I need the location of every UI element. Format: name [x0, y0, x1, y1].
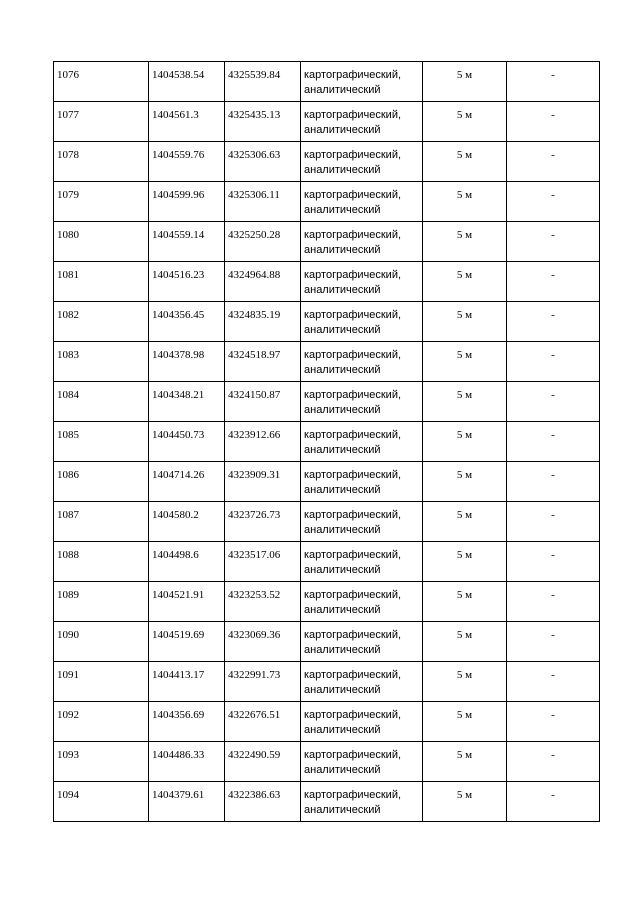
method-cell: картографический, аналитический: [301, 62, 423, 102]
table-row: [54, 662, 600, 702]
method-cell: картографический, аналитический: [301, 342, 423, 382]
note-cell: -: [507, 702, 600, 742]
note-cell: -: [507, 342, 600, 382]
note-cell: -: [507, 62, 600, 102]
table-row: [54, 302, 600, 342]
table-row: [54, 262, 600, 302]
y-coordinate-cell: 4323517.06: [225, 542, 301, 582]
accuracy-cell: 5 м: [423, 62, 507, 102]
accuracy-cell: 5 м: [423, 462, 507, 502]
note-cell: -: [507, 462, 600, 502]
method-cell: картографический, аналитический: [301, 702, 423, 742]
accuracy-cell: 5 м: [423, 702, 507, 742]
point-number-cell: 1090: [54, 622, 149, 662]
point-number-cell: 1093: [54, 742, 149, 782]
y-coordinate-cell: 4324964.88: [225, 262, 301, 302]
method-cell: картографический, аналитический: [301, 742, 423, 782]
y-coordinate-cell: 4324150.87: [225, 382, 301, 422]
x-coordinate-cell: 1404580.2: [149, 502, 225, 542]
method-cell: картографический, аналитический: [301, 222, 423, 262]
x-coordinate-cell: 1404356.45: [149, 302, 225, 342]
table-row: [54, 702, 600, 742]
point-number-cell: 1092: [54, 702, 149, 742]
accuracy-cell: 5 м: [423, 662, 507, 702]
point-number-cell: 1078: [54, 142, 149, 182]
x-coordinate-cell: 1404450.73: [149, 422, 225, 462]
x-coordinate-cell: 1404486.33: [149, 742, 225, 782]
x-coordinate-cell: 1404356.69: [149, 702, 225, 742]
table-row: [54, 62, 600, 102]
method-cell: картографический, аналитический: [301, 302, 423, 342]
method-cell: картографический, аналитический: [301, 462, 423, 502]
accuracy-cell: 5 м: [423, 622, 507, 662]
y-coordinate-cell: 4323253.52: [225, 582, 301, 622]
method-cell: картографический, аналитический: [301, 782, 423, 822]
coordinates-table-body: [54, 62, 600, 822]
coordinates-table: [53, 61, 600, 822]
note-cell: -: [507, 382, 600, 422]
point-number-cell: 1080: [54, 222, 149, 262]
method-cell: картографический, аналитический: [301, 102, 423, 142]
table-row: [54, 462, 600, 502]
y-coordinate-cell: 4322386.63: [225, 782, 301, 822]
table-row: [54, 222, 600, 262]
method-cell: картографический, аналитический: [301, 502, 423, 542]
method-cell: картографический, аналитический: [301, 582, 423, 622]
table-row: [54, 622, 600, 662]
x-coordinate-cell: 1404559.14: [149, 222, 225, 262]
point-number-cell: 1079: [54, 182, 149, 222]
method-cell: картографический, аналитический: [301, 542, 423, 582]
x-coordinate-cell: 1404538.54: [149, 62, 225, 102]
note-cell: -: [507, 582, 600, 622]
x-coordinate-cell: 1404348.21: [149, 382, 225, 422]
point-number-cell: 1081: [54, 262, 149, 302]
accuracy-cell: 5 м: [423, 142, 507, 182]
table-row: [54, 382, 600, 422]
accuracy-cell: 5 м: [423, 382, 507, 422]
y-coordinate-cell: 4323726.73: [225, 502, 301, 542]
point-number-cell: 1086: [54, 462, 149, 502]
accuracy-cell: 5 м: [423, 782, 507, 822]
point-number-cell: 1077: [54, 102, 149, 142]
table-row: [54, 102, 600, 142]
table-row: [54, 142, 600, 182]
y-coordinate-cell: 4325435.13: [225, 102, 301, 142]
x-coordinate-cell: 1404521.91: [149, 582, 225, 622]
point-number-cell: 1082: [54, 302, 149, 342]
x-coordinate-cell: 1404378.98: [149, 342, 225, 382]
y-coordinate-cell: 4323069.36: [225, 622, 301, 662]
table-row: [54, 182, 600, 222]
note-cell: -: [507, 102, 600, 142]
y-coordinate-cell: 4325250.28: [225, 222, 301, 262]
point-number-cell: 1083: [54, 342, 149, 382]
y-coordinate-cell: 4325306.63: [225, 142, 301, 182]
x-coordinate-cell: 1404498.6: [149, 542, 225, 582]
method-cell: картографический, аналитический: [301, 182, 423, 222]
y-coordinate-cell: 4322490.59: [225, 742, 301, 782]
accuracy-cell: 5 м: [423, 742, 507, 782]
x-coordinate-cell: 1404519.69: [149, 622, 225, 662]
note-cell: -: [507, 782, 600, 822]
accuracy-cell: 5 м: [423, 262, 507, 302]
y-coordinate-cell: 4323912.66: [225, 422, 301, 462]
table-row: [54, 342, 600, 382]
table-row: [54, 422, 600, 462]
accuracy-cell: 5 м: [423, 102, 507, 142]
point-number-cell: 1084: [54, 382, 149, 422]
note-cell: -: [507, 542, 600, 582]
y-coordinate-cell: 4323909.31: [225, 462, 301, 502]
note-cell: -: [507, 422, 600, 462]
note-cell: -: [507, 262, 600, 302]
method-cell: картографический, аналитический: [301, 662, 423, 702]
note-cell: -: [507, 662, 600, 702]
y-coordinate-cell: 4325539.84: [225, 62, 301, 102]
y-coordinate-cell: 4322991.73: [225, 662, 301, 702]
method-cell: картографический, аналитический: [301, 382, 423, 422]
x-coordinate-cell: 1404714.26: [149, 462, 225, 502]
x-coordinate-cell: 1404379.61: [149, 782, 225, 822]
table-row: [54, 782, 600, 822]
x-coordinate-cell: 1404561.3: [149, 102, 225, 142]
accuracy-cell: 5 м: [423, 502, 507, 542]
accuracy-cell: 5 м: [423, 302, 507, 342]
x-coordinate-cell: 1404559.76: [149, 142, 225, 182]
point-number-cell: 1076: [54, 62, 149, 102]
table-row: [54, 542, 600, 582]
note-cell: -: [507, 502, 600, 542]
y-coordinate-cell: 4325306.11: [225, 182, 301, 222]
note-cell: -: [507, 222, 600, 262]
x-coordinate-cell: 1404516.23: [149, 262, 225, 302]
point-number-cell: 1085: [54, 422, 149, 462]
accuracy-cell: 5 м: [423, 542, 507, 582]
point-number-cell: 1091: [54, 662, 149, 702]
method-cell: картографический, аналитический: [301, 422, 423, 462]
accuracy-cell: 5 м: [423, 182, 507, 222]
table-row: [54, 502, 600, 542]
method-cell: картографический, аналитический: [301, 262, 423, 302]
x-coordinate-cell: 1404599.96: [149, 182, 225, 222]
method-cell: картографический, аналитический: [301, 142, 423, 182]
note-cell: -: [507, 742, 600, 782]
table-row: [54, 582, 600, 622]
accuracy-cell: 5 м: [423, 222, 507, 262]
point-number-cell: 1094: [54, 782, 149, 822]
y-coordinate-cell: 4322676.51: [225, 702, 301, 742]
y-coordinate-cell: 4324518.97: [225, 342, 301, 382]
y-coordinate-cell: 4324835.19: [225, 302, 301, 342]
method-cell: картографический, аналитический: [301, 622, 423, 662]
note-cell: -: [507, 622, 600, 662]
accuracy-cell: 5 м: [423, 342, 507, 382]
note-cell: -: [507, 182, 600, 222]
point-number-cell: 1089: [54, 582, 149, 622]
point-number-cell: 1087: [54, 502, 149, 542]
x-coordinate-cell: 1404413.17: [149, 662, 225, 702]
accuracy-cell: 5 м: [423, 582, 507, 622]
note-cell: -: [507, 302, 600, 342]
point-number-cell: 1088: [54, 542, 149, 582]
note-cell: -: [507, 142, 600, 182]
accuracy-cell: 5 м: [423, 422, 507, 462]
table-row: [54, 742, 600, 782]
